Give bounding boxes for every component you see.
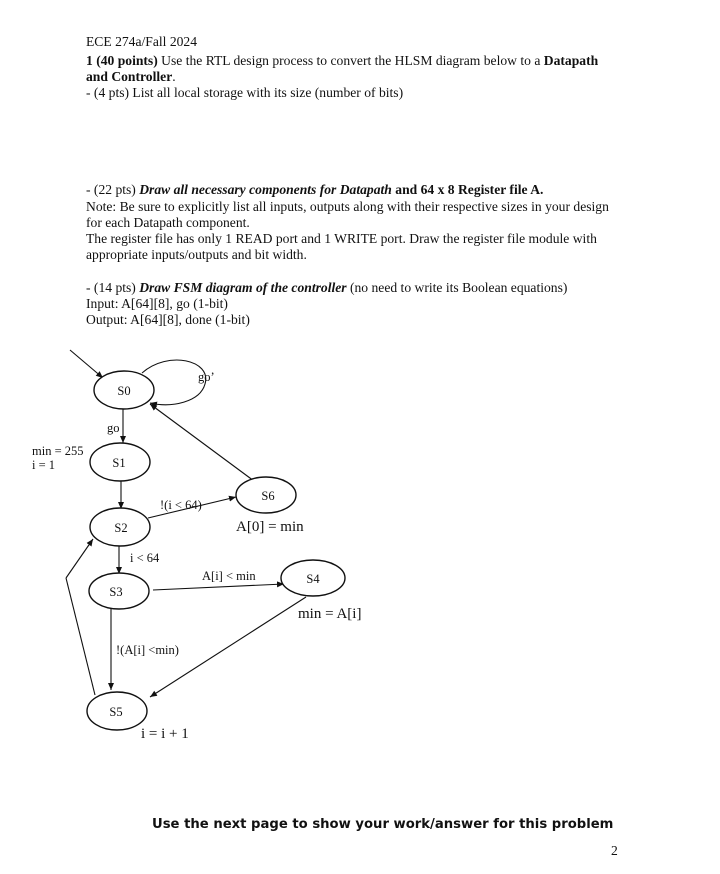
fsm-instruction-suffix: (no need to write its Boolean equations): [346, 280, 568, 295]
datapath-note-3: The register file has only 1 READ port and 1 WRITE port. Draw the register file module with: [86, 231, 597, 246]
page-number: 2: [611, 843, 618, 858]
label-s6-action: A[0] = min: [236, 519, 304, 535]
problem-intro-text: Use the RTL design process to convert the HLSM diagram below to a: [157, 53, 544, 68]
storage-question: - (4 pts) List all local storage with its size (number of bits): [86, 85, 404, 100]
entry-arrow: [70, 350, 103, 378]
state-s4-label: S4: [306, 572, 320, 586]
state-s3-label: S3: [109, 585, 123, 599]
datapath-instruction: Draw all necessary components for Datapath: [139, 182, 392, 197]
datapath-note-2: for each Datapath component.: [86, 215, 250, 230]
fsm-instruction: Draw FSM diagram of the controller: [139, 280, 347, 295]
state-s0-label: S0: [117, 384, 131, 398]
footer-instruction: Use the next page to show your work/answer for this problem: [152, 817, 614, 832]
label-i-lt-64: i < 64: [130, 551, 160, 565]
state-s2-label: S2: [114, 521, 128, 535]
datapath-points: - (22 pts): [86, 182, 140, 197]
datapath-note-1: Note: Be sure to explicitly list all inputs, outputs along with their respective sizes in your design: [86, 199, 609, 214]
register-file-instruction: and 64 x 8 Register file A.: [391, 182, 544, 197]
problem-number-points: 1 (40 points): [86, 53, 158, 68]
problem-intro-period: .: [172, 69, 176, 84]
fsm-points: - (14 pts): [86, 280, 140, 295]
label-ai-lt-min: A[i] < min: [202, 569, 256, 583]
s6-to-s0-arrow: [150, 404, 254, 481]
s3-to-s4-arrow: [153, 584, 284, 590]
label-go-not: go’: [198, 370, 215, 384]
datapath-note-4: appropriate inputs/outputs and bit width.: [86, 247, 307, 262]
label-init-min: min = 255: [32, 444, 84, 458]
label-not-ai-lt-min: !(A[i] <min): [116, 643, 179, 657]
state-s1-label: S1: [112, 456, 126, 470]
label-not-i-lt-64: !(i < 64): [160, 498, 202, 512]
s5-to-s2-arrow: [66, 539, 93, 578]
state-s6-label: S6: [261, 489, 275, 503]
problem-intro-datapath: Datapath: [543, 53, 599, 68]
label-s5-action: i = i + 1: [141, 726, 189, 742]
problem-intro-controller: and Controller: [86, 69, 173, 84]
state-s5-label: S5: [109, 705, 123, 719]
course-header: ECE 274a/Fall 2024: [86, 34, 198, 49]
label-s4-action: min = A[i]: [298, 606, 362, 622]
label-go: go: [107, 421, 120, 435]
label-init-i: i = 1: [32, 458, 56, 472]
fsm-inputs: Input: A[64][8], go (1-bit): [86, 296, 228, 311]
fsm-outputs: Output: A[64][8], done (1-bit): [86, 312, 250, 327]
